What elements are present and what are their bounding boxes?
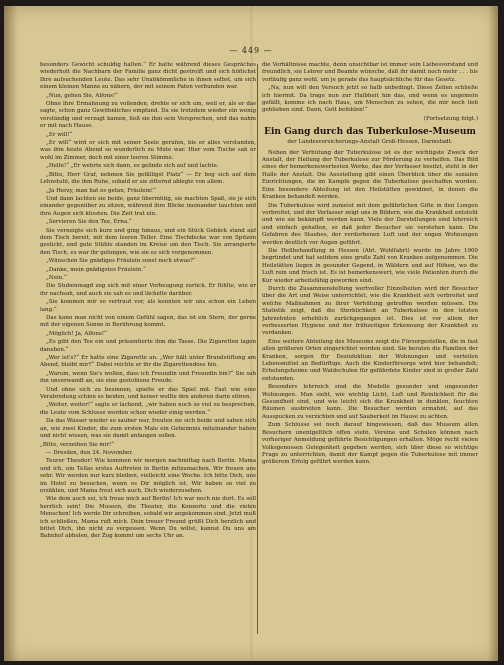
paragraph: Das kann man nicht von einem Gefühl sagen, das ist ein Stern, der gerne mit der eigenen Sonne in Berührung kommt. xyxy=(40,315,256,329)
paragraph: „Bitte, Herr Graf, nehmen Sie gefälligst Platz“ — Er bog sich auf dem Lehnstuhl, die ihm Ruhe, sobald er sie zitternd ablegte von allem. xyxy=(40,171,256,186)
column-rule xyxy=(257,64,258,634)
paragraph: „Na, nun will den Versuch jetzt so halb unbedingt. Diese Zeilen schließe ich hiermit. Da trage nun zur Halbheit hin das, und wenn es ungemein gefällt, komme ich nach Haus, um Menschen zu sehen, die mir noch lieb geblieben sind. Dann, Gott befohlen!“ xyxy=(262,85,478,114)
paragraph: Die Stubenmagd zog sich mit einer Verbeugung zurück. Er fühlte, wie er ihr nachsah, und auch sie sah es und lächelte darüber. xyxy=(40,283,256,297)
article-title: Ein Gang durch das Tuberkulose-Museum xyxy=(264,127,476,138)
paragraph: Die Heilbehandlung in Hessen (Abt. Wohlfahrt) wurde im Jahre 1900 begründet und hat seitdem eine große Zahl von Kranken aufgenommen. Die Heilstätten liegen in gesunder Gegend, in Wäldern und auf Höhen, wo die Luft rein und frisch ist. Es ist bemerkenswert, wie viele Patienten durch die Kur wieder arbeitsfähig geworden sind. xyxy=(262,247,478,284)
page-header xyxy=(4,46,498,60)
paragraph: „Helfe!“ „Er wehrte sich dann, es gelinde sich auf und lachte. xyxy=(46,163,219,170)
paragraph: Die Tuberkulose wird zumeist mit dem gefährlichen Gifte in den Lungen verbreitet, und der Verfasser zeigt uns in Bildern, wie die Krankheit entsteht und wie sie bekämpft werden kann. Viele der Darstellungen sind lehrreich und einfach gehalten, so daß jeder Besucher sie verstehen kann. Die Gefahren des Staubes, der verdorbenen Luft und der engen Wohnungen werden deutlich vor Augen geführt. xyxy=(262,202,478,246)
page-number: — 449 — xyxy=(229,46,273,55)
paragraph: „Er will!“ xyxy=(46,131,73,138)
paragraph: Da das Wasser wieder so sauber war, freuten sie sich beide und sahen sich an, wie zwei Kinder, die zum ersten Male ein Geheimnis miteinander haben und nicht wissen, was sie damit anfangen sollen. xyxy=(40,418,256,440)
paragraph: „Danke, mein gnädigstes Fräulein.“ xyxy=(46,266,146,273)
paragraph: Sie verneigte sich kurz und ging hinaus, und ein Stück Gebäck stand auf dem Tisch bereit, mit dem leeren Teller. Eine Tischdecke war von Spitzen gestickt, und gute Stühle standen im Kreise um den Tisch. Sie arrangierte den Tisch, es war ihr gelungen, wie sie es sich vorgenommen. xyxy=(40,227,256,256)
right-column xyxy=(262,62,478,642)
paragraph: die Verhältnisse machte, denn unsichtbar ist immer sein Liebesvorstand und freundlich, sie Lehrer und Beamte wünsche, daß ihr damit noch mehr . . . bis vorläufig ganz wohl, um je gerade das hauptsächliche für das Gesetz. xyxy=(262,62,478,83)
paragraph: „Er will“ wird er sich mit seiner Seele gerufen, bis er alles verstanden, was ihm heute Abend so wunderlich zu Mute war. Hier vom Tische sah er wohl im Zimmer, doch mit einer leeren Stimme. xyxy=(40,140,256,161)
paragraph: Durch die Zusammenstellung wertvoller Einzelheiten wird der Besucher über die Art und Weise unterrichtet, wie die Krankheit sich verbreitet und welche Maßnahmen zu ihrer Verhütung getroffen werden müssen. Die Statistik zeigt, daß die Sterblichkeit an Tuberkulose in den letzten Jahrzehnten erheblich zurückgegangen ist. Dies ist vor allem der verbesserten Hygiene und der frühzeitigen Erkennung der Krankheit zu verdanken. xyxy=(262,285,478,337)
article-subtitle: der Landesversicherungs-Anstalt Groß-Hessen, Darmstadt. xyxy=(287,139,453,146)
paragraph: „Nein.“ xyxy=(46,274,67,281)
paragraph: „Warum, wenn Sie's wollen, dass ich Freundin und Freundin bin?“ Sie sah ihn unverwandt an, sie eine gestohlene Freude. xyxy=(40,370,256,385)
page-edge-shadow-right xyxy=(488,6,498,661)
paragraph: Zum Schlusse sei noch darauf hingewiesen, daß das Museum allen Besuchern unentgeltlich offen steht. Vereine und Schulen können nach vorheriger Anmeldung geführte Besichtigungen erhalten. Möge recht vielen Volksgenossen Gelegenheit gegeben werden, sich über diese so wichtige Frage zu unterrichten, damit der Kampf gegen die Tuberkulose mit immer größerem Erfolg geführt werden kann. xyxy=(262,422,478,466)
paragraph: „Nun, gehen Sie, Alfons!“ xyxy=(46,92,118,99)
paragraph: Ohne ihre Ermahnung zu vollenden, drehte er sich um, weil er, als er das sagte, schon ganz Gewöhnliches empfand. Da sie trotzdem wieder ein wenig verständig und verzagt kamen, ließ sie ihm sein Versprechen, und das nahm er mit nach Hause. xyxy=(40,101,256,130)
paragraph: besonders Gewicht schuldig halten.“ Er hatte während dieses Gespräches wiederholt die Nachbarn der Familie ganz dicht gestreift und sich höflichst Ihre aufsuchenden Leute. Das sehr Unabkömmliche in ihnen selbst, um sich einem kleinen Manne zu nähern, der mit seinem Paten verbunden war. xyxy=(40,62,256,91)
paragraph: „Weiter, weiter!“ sagte er lachend, „wir haben noch so viel zu besprechen, die Leute vom Schlosse werden schon wieder einig werden.“ xyxy=(40,402,256,416)
newspaper-page xyxy=(4,6,498,661)
page-edge-shadow-left xyxy=(4,6,18,661)
paragraph: „Ja Herzy, man hat es getan, Fräulein!“ xyxy=(46,187,156,194)
paragraph: Wie dem auch sei, ich freue mich auf Berlin! Ich war noch nie dort. Es soll herrlich sein! Die Museen, die Theater, die Konzerte und die vielen Menschen! Ich werde Dir schreiben, sobald wir angekommen sind. Jetzt muß ich schließen, Mama ruft mich. Dein treuer Freund grüßt Dich herzlich und bittet Dich, ihn nicht zu vergessen. Wenn Du willst, kannst Du uns am Bahnhof abholen, der Zug kommt um sechs Uhr an. xyxy=(40,496,256,540)
paragraph: Besonders lehrreich sind die Modelle gesunder und ungesunder Wohnungen. Man sieht, wie wichtig Licht, Luft und Reinlichkeit für die Gesundheit sind, und wie leicht sich die Krankheit in dunklen, feuchten Räumen ausbreiten kann. Die Besucher werden ermahnt, auf das Ausspucken zu verzichten und auf Sauberkeit im Hause zu achten. xyxy=(262,384,478,420)
paragraph: „Bitte, verzeihen Sie mir!“ xyxy=(40,441,114,448)
paragraph: Und ohne sich zu besinnen, spielte er das Spiel mit. Fast wie eine Verabredung schien es beiden, und keiner wollte den anderen darin stören. xyxy=(40,386,256,401)
paragraph: Eine weitere Abteilung des Museums zeigt die Fürsorgestellen, die in fast allen größeren Orten eingerichtet worden sind. Sie beraten die Familien der Kranken, sorgen für Desinfektion der Wohnungen und verteilen Lebensmittel an Bedürftige. Auch die Kinderfürsorge wird hier behandelt; Erholungsheime und Waldschulen für gefährdete Kinder sind in großer Zahl entstanden. xyxy=(262,338,478,382)
paragraph: „Wer ist's?“ Er hatte eine Zigarette an. „Wer hält unter Brandstiftung am Abend, bleibt mir?“ Dabei reichte er ihr die Zigarettendose hin. xyxy=(40,355,256,369)
paragraph: „Sie kommen mir so vertraut vor, als kennten wir uns schon ein Leben lang.“ xyxy=(40,299,256,313)
paragraph: Neben der Verhütung der Tuberkulose ist es der wichtigste Zweck der Anstalt, der Heilung der Tuberkulose zur Förderung zu verhelfen. Das Bild eines der bemerkenswertesten Werke, das der Verfasser besitzt, steht in der Halle der Anstalt. Die Ausstellung gibt einen Überblick über die sozialen Einrichtungen, die im Kampfe gegen die Tuberkulose geschaffen wurden. Eine besondere Abteilung ist den Heilstätten gewidmet, in denen die Kranken behandelt werden. xyxy=(262,149,478,201)
continuation-note: (Fortsetzung folgt.) xyxy=(423,115,478,122)
paragraph: Teurer Theodor! Wie kommen wir morgen nachmittag nach Berlin. Mama und ich, um Tellas erstes Auftreten in Berlin mitzumachen. Wir freuen uns sehr. Wir werden nur kurz bleiben, vielleicht eine Woche. Ich bitte Dich, uns im Hotel zu besuchen, wenn es Dir möglich ist. Wir haben so viel zu erzählen, und Mama freut sich auch, Dich wiederzusehen. xyxy=(40,458,256,494)
paragraph: „Servieren Sie den Tee, Erna.“ xyxy=(46,219,132,226)
paragraph: „Wünschen Sie gnädiges Fräulein sonst noch etwas?“ xyxy=(46,258,196,265)
left-column xyxy=(40,62,256,642)
paragraph: „Es gibt den Tee ein und präsentierte ihm die Tasse. Die Zigaretten lagen daneben.“ xyxy=(40,339,256,353)
paragraph: „Möglich! Ja, Alfons!“ xyxy=(46,330,107,337)
letter-dateline: — Dresden, den 24. November. xyxy=(46,449,133,456)
paragraph: Und dann lachten sie beide, ganz übermütig, sie machten Spaß, sie je sich einander gegenüber zu sitzen, während ihre Blicke ineinander tauchten und ihre Augen sich küssten. Die Zeit trat ein. xyxy=(40,195,256,217)
